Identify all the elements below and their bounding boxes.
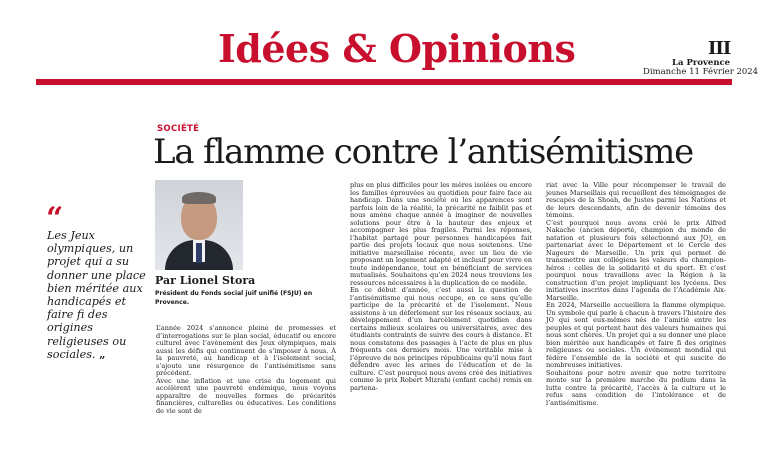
publication-date: Dimanche 11 Février 2024 [643, 67, 759, 77]
section-title: Idées & Opinions [218, 26, 576, 71]
pull-quote-text: Les Jeux olympiques, un projet qui a su donner une place bien méritée aux handicapés et faire fi des origines religieuses ou sociales. [47, 229, 146, 361]
author-name: Par Lionel Stora [155, 274, 256, 287]
page-number: III [708, 38, 731, 59]
paragraph: En ce début d’année, c’est aussi la question de l’antisémitisme qui nous occupe, en ce sens qu’elle participe de la précarité et de l’isolement. Nous assistons à un déferlement sur les réseaux sociaux, au développement d’un harcèlement quotidien dans certains milieux scolaires ou universitaires, avec des étudiants contraints de suivre des cours à distance. Et nous constatons des passages à l’acte de plus en plus fréquents ces derniers mois. Une véritable mise à l’épreuve de nos principes républicains qu’il nous faut défendre avec les armes de l’éducation et de la culture. C’est pourquoi nous avons créé des initiatives comme le prix Robert Mizrahi (enfant caché) remis en partena- [350, 286, 532, 392]
article-column-3 [546, 182, 726, 407]
pull-quote [47, 229, 147, 361]
paragraph: Avec une inflation et une crise du logement qui accélèrent une pauvreté endémique, nous voyons apparaître de nouvelles formes de précarités financières, culturelles ou éducatives. Les conditions de vie sont de [156, 376, 336, 415]
newspaper-name: La Provence [672, 58, 731, 68]
paragraph: plus en plus difficiles pour les mères isolées ou encore les familles éprouvées au quotidien pour faire face au handicap. Dans une société où les apparences sont parfois loin de la réalité, la précarité ne faiblit pas et nous amène chaque année à imaginer de nouvelles solutions pour être à la hauteur des enjeux et accompagner les plus fragiles. Parmi les réponses, l’habitat partagé pour personnes handicapées fait partie des projets locaux que nous soutenons. Une initiative marseillaise récente, avec un lieu de vie proposant un logement adapté et inclusif pour vivre en toute indépendance, tout en bénéficiant de services mutualisés. Souhaitons qu’en 2024 nous trouvions les ressources nécessaires à la duplication de ce modèle. [350, 181, 532, 287]
rubric-label: SOCIÉTÉ [157, 124, 200, 134]
paragraph: En 2024, Marseille accueillera la flamme olympique. Un symbole qui parle à chacun à travers l’histoire des JO qui sont eux-mêmes nés de l’amitié entre les peuples et qui portent haut des valeurs humaines qui nous sont chères. Un projet qui a su donner une place bien méritée aux handicapés et faire fi des origines religieuses ou sociales. Un événement mondial qui fédère l’ensemble de la société et qui suscite de nombreuses initiatives. [546, 301, 726, 369]
article-column-2 [350, 182, 532, 392]
paragraph: L’année 2024 s’annonce pleine de promesses et d’interrogations sur le plan social, éducatif ou encore culturel avec l’avènement des Jeux olympiques, mais aussi les défis qui continuent de s’imposer à nous. À la pauvreté, au handicap et à l’isolement social, s’ajoute une résurgence de l’antisémitisme sans précédent. [156, 324, 336, 377]
author-photo [155, 180, 243, 270]
quote-close-icon: „ [99, 346, 106, 361]
article-column-1 [156, 325, 336, 415]
article-headline: La flamme contre l’antisémitisme [153, 132, 694, 172]
author-role: Président du Fonds social juif unifié (FSJU) en Provence. [155, 290, 313, 306]
masthead-rule [36, 79, 732, 85]
paragraph: riat avec la Ville pour récompenser le travail de jeunes Marseillais qui recueillent des témoignages de rescapés de la Shoah, de Justes parmi les Nations et de leurs descendants, afin de devenir témoins des témoins. [546, 181, 726, 219]
quote-open-icon: “ [46, 201, 60, 236]
paragraph: Souhaitons pour notre avenir que notre territoire monte sur la première marche du podium dans la lutte contre la précarité, l’accès à la culture et le refus sans condition de l’intolérance et de l’antisémitisme. [546, 368, 726, 407]
paragraph: C’est pourquoi nous avons créé le prix Alfred Nakache (ancien déporté, champion du monde de natation et plusieurs fois sélectionné aux JO), en partenariat avec le Département et le Cercle des Nageurs de Marseille. Un prix qui permet de transmettre aux collégiens les valeurs du champion-héros : celles de la solidarité et du sport. Et c’est pourquoi nous travaillons avec la Région à la construction d’un projet impliquant les lycéens. Des initiatives inscrites dans l’agenda de l’Académie Aix-Marseille. [546, 218, 726, 302]
